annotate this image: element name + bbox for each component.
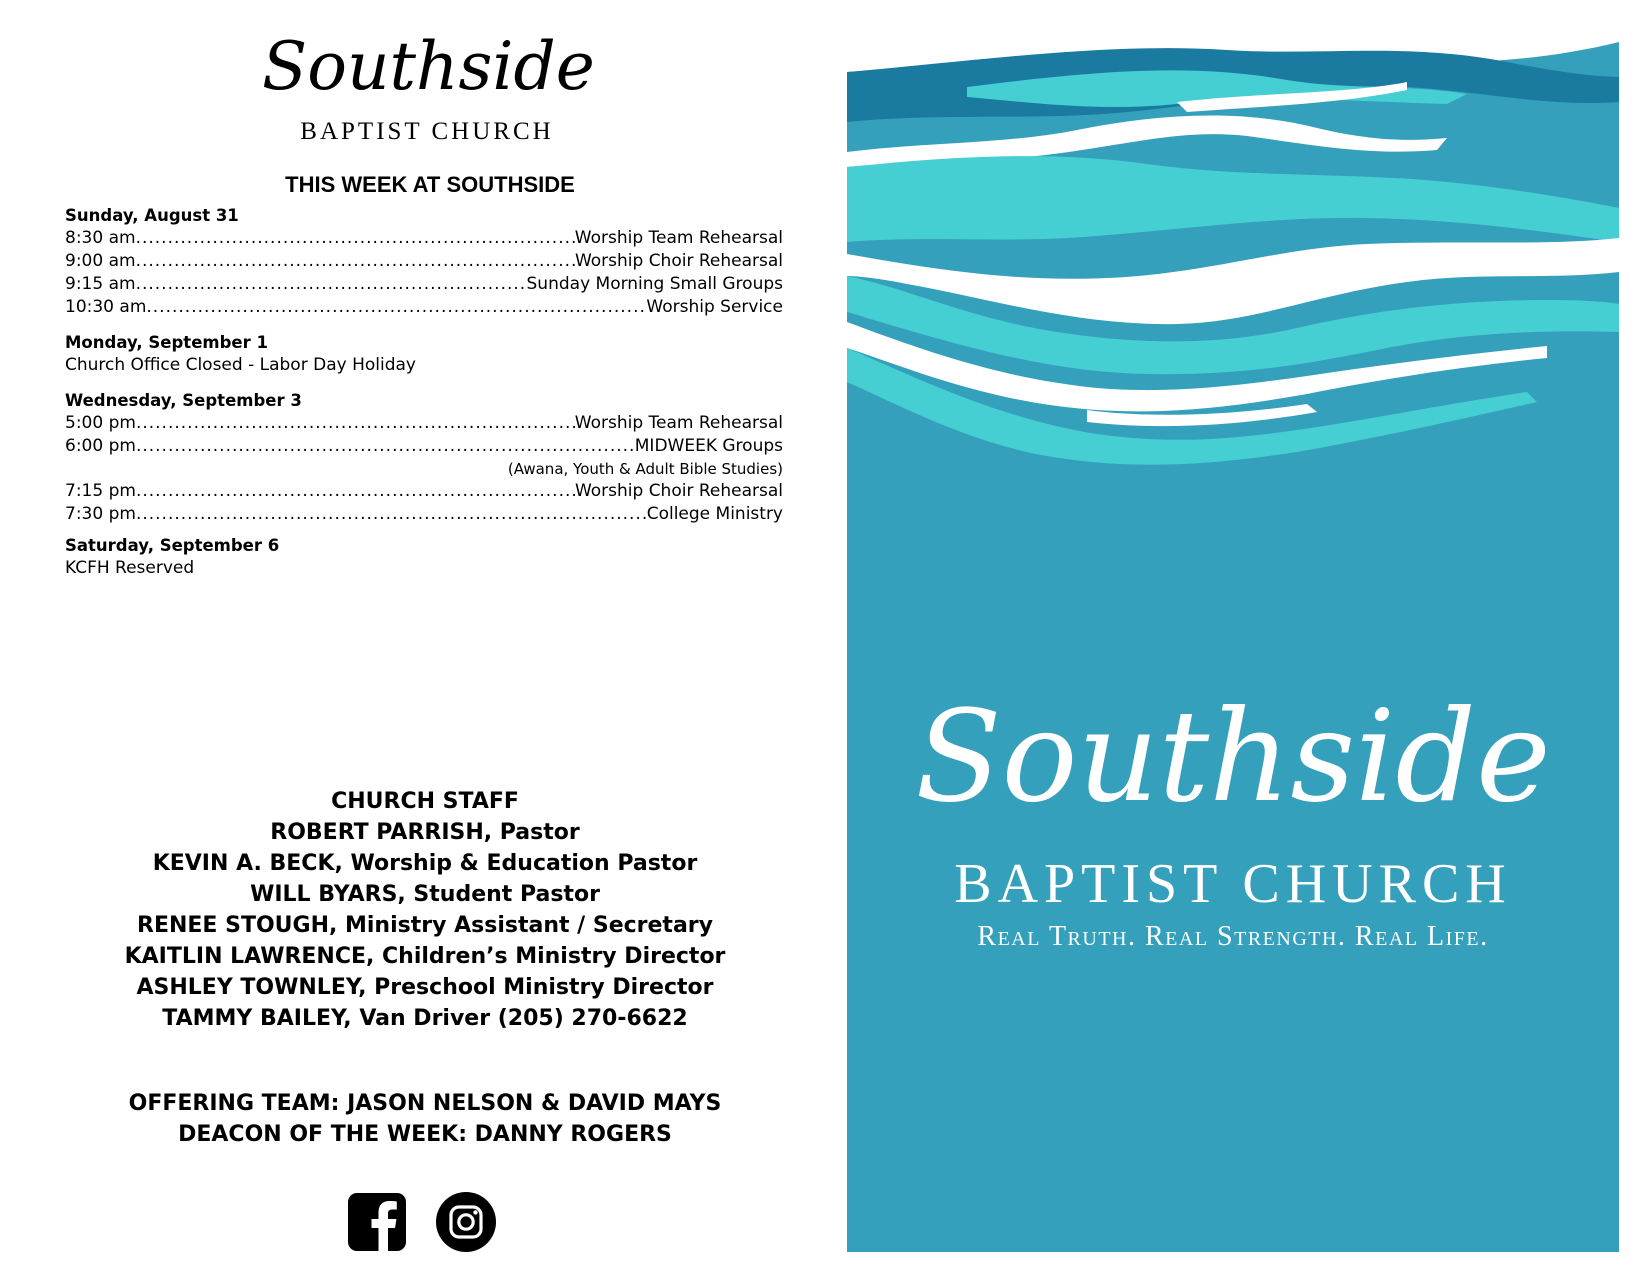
day-saturday (65, 534, 783, 580)
cover-script-text: Southside (915, 683, 1551, 830)
cover-sub-text: BAPTIST CHURCH (954, 853, 1512, 915)
day-title: Sunday, August 31 (65, 206, 239, 225)
facebook-icon[interactable] (348, 1193, 406, 1251)
schedule-row: 7:30 pm ..... College Ministry (65, 503, 783, 526)
logo-script-text: Southside (262, 28, 595, 105)
bulletin-cover (847, 32, 1619, 1252)
schedule-row: 7:15 pm ..... Worship Choir Rehearsal (65, 480, 783, 503)
staff-heading: CHURCH STAFF (331, 789, 519, 814)
church-staff (60, 786, 790, 1034)
offering-team: OFFERING TEAM: JASON NELSON & DAVID MAYS (128, 1091, 722, 1116)
deacon-of-week: DEACON OF THE WEEK: DANNY ROGERS (178, 1122, 672, 1147)
schedule-row: 6:00 pm ..... MIDWEEK Groups (65, 435, 783, 458)
church-logo (262, 22, 595, 152)
day-title: Monday, September 1 (65, 333, 268, 352)
cover-tagline: Real Truth. Real Strength. Real Life. (977, 921, 1489, 952)
schedule-row: 10:30 am ..... Worship Service (65, 296, 783, 319)
day-note: KCFH Reserved (65, 558, 195, 578)
day-wednesday (65, 389, 783, 526)
staff-member: KAITLIN LAWRENCE, Children’s Ministry Director (124, 944, 726, 969)
day-sunday (65, 204, 783, 319)
schedule-row: 5:00 pm ..... Worship Team Rehearsal (65, 412, 783, 435)
schedule-row: 8:30 am ..... Worship Team Rehearsal (65, 227, 783, 250)
service-team (60, 1088, 790, 1150)
day-monday (65, 331, 783, 377)
weekly-schedule (65, 204, 783, 592)
schedule-row: 9:00 am ..... Worship Choir Rehearsal (65, 250, 783, 273)
day-title: Saturday, September 6 (65, 536, 280, 555)
schedule-row: 9:15 am ..... Sunday Morning Small Groups (65, 273, 783, 296)
staff-member: TAMMY BAILEY, Van Driver (205) 270-6622 (162, 1006, 688, 1031)
staff-member: WILL BYARS, Student Pastor (250, 882, 600, 907)
day-note: Church Office Closed - Labor Day Holiday (65, 355, 416, 375)
staff-member: ASHLEY TOWNLEY, Preschool Ministry Director (136, 975, 714, 1000)
day-title: Wednesday, September 3 (65, 391, 302, 410)
week-title: THIS WEEK AT SOUTHSIDE (285, 172, 575, 197)
staff-member: RENEE STOUGH, Ministry Assistant / Secretary (137, 913, 713, 938)
wave-artwork (847, 32, 1619, 502)
logo-sub-text: BAPTIST CHURCH (300, 118, 554, 145)
staff-member: ROBERT PARRISH, Pastor (270, 820, 580, 845)
instagram-icon[interactable] (436, 1192, 496, 1252)
staff-member: KEVIN A. BECK, Worship & Education Pastor (152, 851, 698, 876)
midweek-note: (Awana, Youth & Adult Bible Studies) (507, 460, 783, 478)
